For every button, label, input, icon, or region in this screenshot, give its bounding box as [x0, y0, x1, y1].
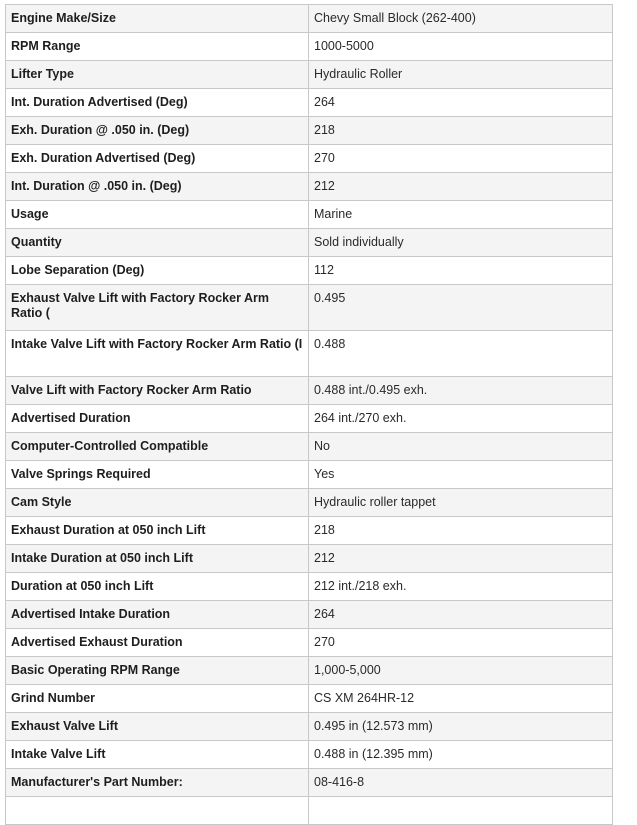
spec-row — [6, 573, 613, 601]
spec-label: Computer-Controlled Compatible — [6, 433, 309, 461]
spec-row — [6, 117, 613, 145]
spec-label: Intake Valve Lift with Factory Rocker Arm Ratio (I — [6, 331, 309, 377]
spec-row — [6, 331, 613, 377]
spec-row — [6, 741, 613, 769]
spec-value: Sold individually — [309, 229, 613, 257]
spec-row — [6, 201, 613, 229]
spec-label: Lobe Separation (Deg) — [6, 257, 309, 285]
spec-row — [6, 797, 613, 825]
spec-row — [6, 545, 613, 573]
spec-row — [6, 685, 613, 713]
spec-label: Grind Number — [6, 685, 309, 713]
spec-value: 0.488 — [309, 331, 613, 377]
spec-label: Intake Valve Lift — [6, 741, 309, 769]
spec-row — [6, 629, 613, 657]
spec-value — [309, 797, 613, 825]
spec-value: 264 int./270 exh. — [309, 405, 613, 433]
spec-row — [6, 61, 613, 89]
spec-row — [6, 433, 613, 461]
spec-label: Exhaust Duration at 050 inch Lift — [6, 517, 309, 545]
spec-label: Cam Style — [6, 489, 309, 517]
spec-value: 0.495 in (12.573 mm) — [309, 713, 613, 741]
spec-row — [6, 461, 613, 489]
spec-value: 218 — [309, 517, 613, 545]
spec-label: Valve Lift with Factory Rocker Arm Ratio — [6, 377, 309, 405]
spec-value: 0.488 in (12.395 mm) — [309, 741, 613, 769]
spec-label: Exhaust Valve Lift — [6, 713, 309, 741]
spec-row — [6, 517, 613, 545]
spec-value: 0.488 int./0.495 exh. — [309, 377, 613, 405]
spec-row — [6, 145, 613, 173]
spec-value: Chevy Small Block (262-400) — [309, 5, 613, 33]
spec-label: RPM Range — [6, 33, 309, 61]
spec-value: 270 — [309, 629, 613, 657]
spec-value: Marine — [309, 201, 613, 229]
spec-row — [6, 173, 613, 201]
spec-label: Exh. Duration Advertised (Deg) — [6, 145, 309, 173]
spec-row — [6, 405, 613, 433]
spec-row — [6, 33, 613, 61]
spec-label: Intake Duration at 050 inch Lift — [6, 545, 309, 573]
spec-row — [6, 229, 613, 257]
spec-value: 264 — [309, 89, 613, 117]
spec-label: Exh. Duration @ .050 in. (Deg) — [6, 117, 309, 145]
specifications-table-body — [6, 5, 613, 825]
spec-label: Int. Duration Advertised (Deg) — [6, 89, 309, 117]
spec-value: 1000-5000 — [309, 33, 613, 61]
spec-value: 0.495 — [309, 285, 613, 331]
spec-value: No — [309, 433, 613, 461]
spec-row — [6, 5, 613, 33]
spec-row — [6, 285, 613, 331]
spec-value: 264 — [309, 601, 613, 629]
spec-value: 212 int./218 exh. — [309, 573, 613, 601]
spec-label: Engine Make/Size — [6, 5, 309, 33]
spec-label: Duration at 050 inch Lift — [6, 573, 309, 601]
spec-label: Advertised Duration — [6, 405, 309, 433]
spec-value: 112 — [309, 257, 613, 285]
spec-value: Hydraulic roller tappet — [309, 489, 613, 517]
spec-label: Valve Springs Required — [6, 461, 309, 489]
spec-label: Advertised Exhaust Duration — [6, 629, 309, 657]
spec-label: Manufacturer's Part Number: — [6, 769, 309, 797]
spec-label: Quantity — [6, 229, 309, 257]
spec-value: CS XM 264HR-12 — [309, 685, 613, 713]
spec-label: Int. Duration @ .050 in. (Deg) — [6, 173, 309, 201]
spec-row — [6, 257, 613, 285]
spec-value: Yes — [309, 461, 613, 489]
spec-row — [6, 377, 613, 405]
spec-value: 212 — [309, 545, 613, 573]
spec-row — [6, 657, 613, 685]
spec-value: 270 — [309, 145, 613, 173]
spec-value: 1,000-5,000 — [309, 657, 613, 685]
spec-row — [6, 601, 613, 629]
spec-row — [6, 489, 613, 517]
spec-label: Exhaust Valve Lift with Factory Rocker Arm Ratio ( — [6, 285, 309, 331]
spec-value: 212 — [309, 173, 613, 201]
spec-label — [6, 797, 309, 825]
spec-label: Advertised Intake Duration — [6, 601, 309, 629]
spec-value: 218 — [309, 117, 613, 145]
spec-row — [6, 769, 613, 797]
spec-label: Lifter Type — [6, 61, 309, 89]
spec-row — [6, 713, 613, 741]
spec-row — [6, 89, 613, 117]
specifications-table — [5, 4, 613, 825]
spec-label: Usage — [6, 201, 309, 229]
spec-label: Basic Operating RPM Range — [6, 657, 309, 685]
spec-value: Hydraulic Roller — [309, 61, 613, 89]
spec-value: 08-416-8 — [309, 769, 613, 797]
